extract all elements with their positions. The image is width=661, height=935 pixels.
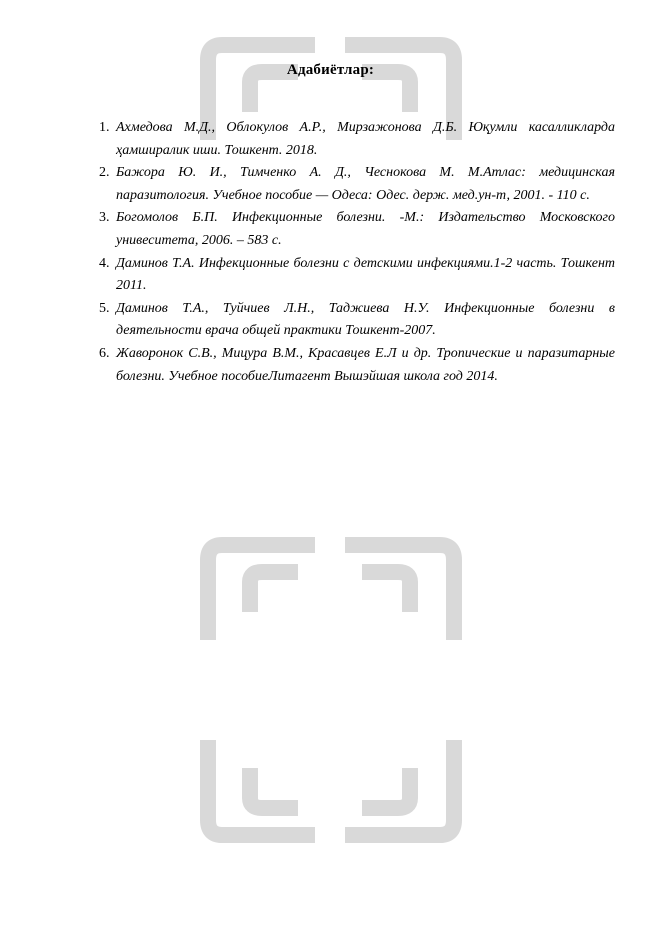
list-item	[93, 298, 615, 343]
list-item-text: Даминов Т.А. Инфекционные болезни с детскими инфекциями.1-2 часть. Тошкент 2011.	[116, 255, 615, 294]
list-item-number: 6.	[99, 345, 110, 361]
list-item-number: 3.	[99, 210, 110, 226]
list-item-number: 5.	[99, 300, 110, 316]
list-item-text: Жаворонок С.В., Мицура В.М., Красавцев Е.Л и др. Тропические и паразитарные болезни. Учебное пособиеЛитагент Вышэйшая школа год 2014.	[116, 345, 615, 384]
list-item-text: Бажора Ю. И., Тимченко А. Д., Чеснокова М. М.Атлас: медицинская паразитология. Учебное пособие — Одеса: Одес. держ. мед.ун-т, 2001. - 110 с.	[116, 165, 615, 203]
list-item	[93, 207, 615, 252]
list-item-text: Ахмедова М.Д., Облокулов А.Р., Мирзажонова Д.Б. Юқумли касалликларда ҳамширалик иши. Тошкент. 2018.	[116, 120, 615, 158]
list-item	[93, 253, 615, 298]
page-title: Адабиётлар:	[286, 62, 375, 78]
list-item	[93, 117, 615, 162]
list-item	[93, 343, 615, 388]
list-item-text: Богомолов Б.П. Инфекционные болезни. -М.: Издательство Московского унивеситета, 2006. – 583 с.	[116, 210, 615, 248]
list-item-text: Даминов Т.А., Туйчиев Л.Н., Таджиева Н.У. Инфекционные болезни в деятельности врача общей практики Тошкент-2007.	[116, 300, 615, 339]
list-item-number: 4.	[99, 255, 110, 271]
list-item-number: 1.	[99, 120, 110, 135]
list-item-number: 2.	[99, 165, 110, 181]
reference-list	[93, 117, 615, 388]
list-item	[93, 162, 615, 207]
